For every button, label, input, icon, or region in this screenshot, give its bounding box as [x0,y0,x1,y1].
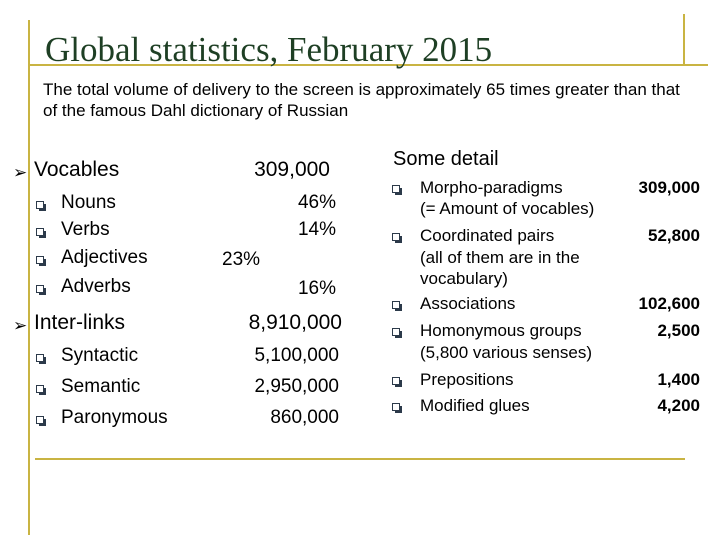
interlinks-value: 8,910,000 [248,311,342,334]
vocable-value-verbs: 14% [297,219,336,240]
square-bullet-icon [392,185,400,193]
detail-label-glues: Modified glues [420,396,530,415]
detail-note-coordinated-2: vocabulary) [420,269,508,288]
vocable-value-adjectives: 23% [222,249,261,270]
detail-value-associations: 102,600 [638,294,700,313]
interlinks-label: Inter-links [34,311,126,334]
detail-value-homonymous: 2,500 [657,321,700,340]
arrow-bullet-icon: ➢ [13,316,28,335]
square-bullet-icon [36,256,44,264]
interlink-label-syntactic: Syntactic [61,345,139,366]
interlink-label-semantic: Semantic [61,376,141,397]
top-right-rule [683,14,685,64]
interlink-value-syntactic: 5,100,000 [254,345,339,366]
detail-heading: Some detail [393,148,499,170]
arrow-bullet-icon: ➢ [13,163,28,182]
detail-label-prepositions: Prepositions [420,370,514,389]
detail-value-morpho: 309,000 [638,178,700,197]
square-bullet-icon [36,385,44,393]
square-bullet-icon [392,233,400,241]
detail-note-homonymous: (5,800 various senses) [420,343,592,362]
detail-label-coordinated: Coordinated pairs [420,226,555,245]
vocable-value-adverbs: 16% [297,278,336,299]
detail-value-glues: 4,200 [657,396,700,415]
subtitle: The total volume of delivery to the screen is approximately 65 times greater than that of the famous Dahl dictionary of Russian [43,80,680,120]
interlink-label-paronymous: Paronymous [61,407,168,428]
vocables-value: 309,000 [254,158,330,181]
square-bullet-icon [36,354,44,362]
detail-note-coordinated-1: (all of them are in the [420,248,580,267]
detail-value-prepositions: 1,400 [657,370,700,389]
bottom-rule [35,458,685,460]
detail-note-morpho: (= Amount of vocables) [420,199,595,218]
vocable-value-nouns: 46% [297,192,336,213]
square-bullet-icon [392,403,400,411]
vocable-label-adjectives: Adjectives [61,247,148,268]
square-bullet-icon [36,416,44,424]
detail-value-coordinated: 52,800 [648,226,700,245]
vocables-label: Vocables [34,158,120,181]
square-bullet-icon [392,328,400,336]
vocable-label-nouns: Nouns [61,192,116,213]
detail-label-homonymous: Homonymous groups [420,321,582,340]
square-bullet-icon [392,377,400,385]
left-rule [28,20,30,535]
vocable-label-adverbs: Adverbs [61,276,131,297]
detail-label-morpho: Morpho-paradigms [420,178,563,197]
square-bullet-icon [36,201,44,209]
page-title: Global statistics, February 2015 [45,30,493,69]
square-bullet-icon [392,301,400,309]
interlink-value-paronymous: 860,000 [270,407,339,428]
interlink-value-semantic: 2,950,000 [254,376,339,397]
vocable-label-verbs: Verbs [61,219,110,240]
square-bullet-icon [36,285,44,293]
square-bullet-icon [36,228,44,236]
detail-label-associations: Associations [420,294,516,313]
